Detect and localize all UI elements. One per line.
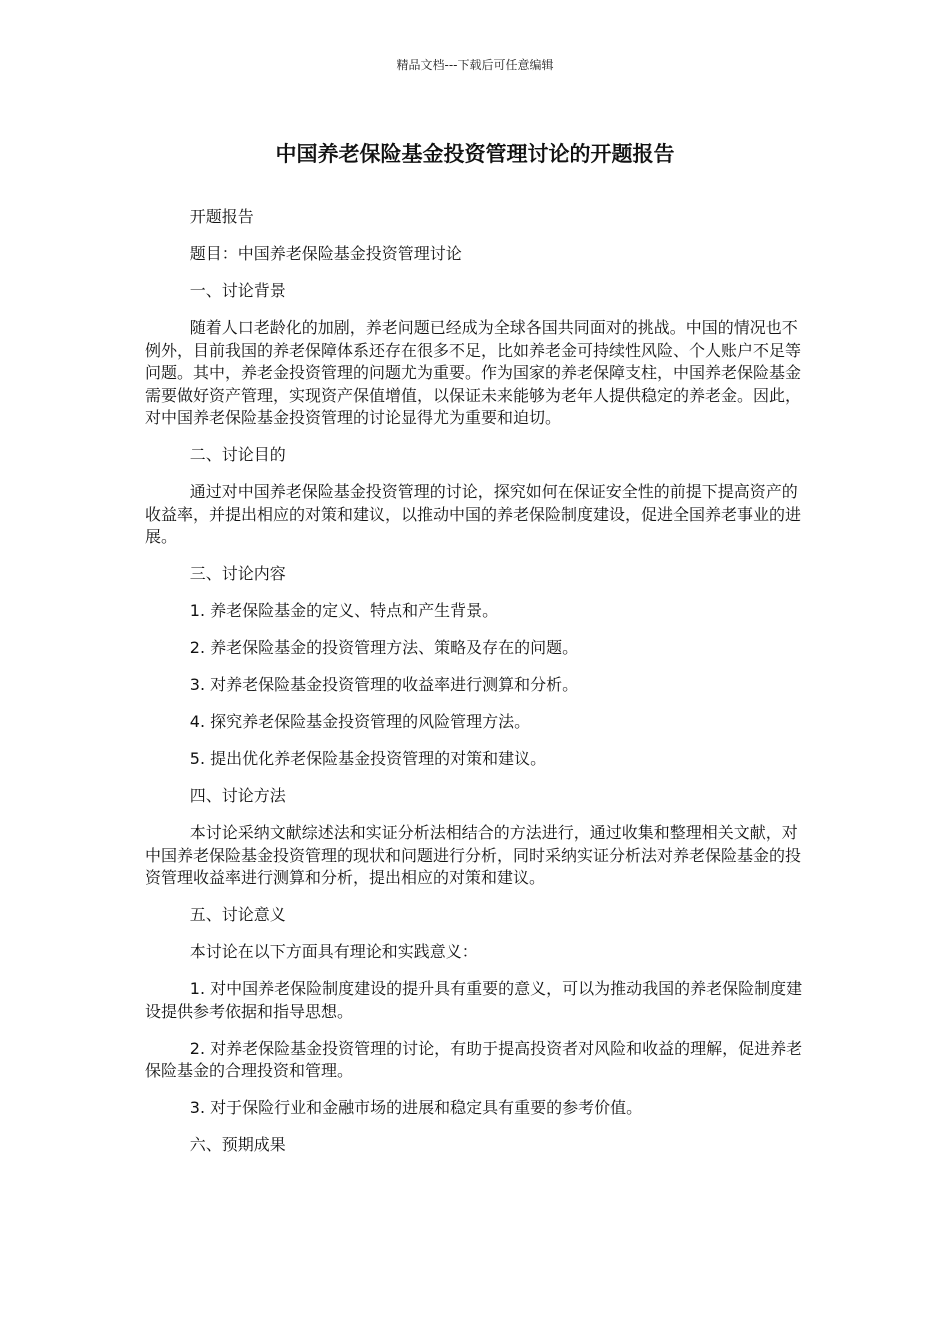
document-title: 中国养老保险基金投资管理讨论的开题报告	[275, 142, 675, 166]
list-item: 2. 对养老保险基金投资管理的讨论，有助于提高投资者对风险和收益的理解，促进养老保险基金的合理投资和管理。	[145, 1038, 803, 1080]
section-heading: 五、讨论意义	[189, 905, 286, 924]
paragraph: 通过对中国养老保险基金投资管理的讨论，探究如何在保证安全性的前提下提高资产的收益率，并提出相应的对策和建议，以推动中国的养老保险制度建设，促进全国养老事业的进展。	[145, 482, 802, 546]
list-item: 1. 养老保险基金的定义、特点和产生背景。	[189, 601, 499, 620]
section-heading: 四、讨论方法	[189, 786, 286, 805]
list-item: 5. 提出优化养老保险基金投资管理的对策和建议。	[189, 749, 547, 768]
paragraph: 本讨论在以下方面具有理论和实践意义：	[189, 942, 478, 961]
list-item: 3. 对养老保险基金投资管理的收益率进行测算和分析。	[189, 675, 579, 694]
section-heading: 二、讨论目的	[189, 445, 286, 464]
document-body	[145, 206, 805, 1171]
list-item: 2. 养老保险基金的投资管理方法、策略及存在的问题。	[189, 638, 579, 657]
paragraph: 本讨论采纳文献综述法和实证分析法相结合的方法进行，通过收集和整理相关文献，对中国养老保险基金投资管理的现状和问题进行分析，同时采纳实证分析法对养老保险基金的投资管理收益率进行测算和分析，提出相应的对策和建议。	[145, 823, 802, 887]
page-header: 精品文档---下载后可任意编辑	[396, 58, 554, 72]
paragraph: 题目：中国养老保险基金投资管理讨论	[189, 244, 462, 263]
section-heading: 一、讨论背景	[189, 281, 286, 300]
section-heading: 六、预期成果	[189, 1135, 286, 1154]
list-item: 4. 探究养老保险基金投资管理的风险管理方法。	[189, 712, 531, 731]
paragraph: 开题报告	[189, 207, 254, 226]
section-heading: 三、讨论内容	[189, 564, 286, 583]
paragraph: 随着人口老龄化的加剧，养老问题已经成为全球各国共同面对的挑战。中国的情况也不例外，目前我国的养老保障体系还存在很多不足，比如养老金可持续性风险、个人账户不足等问题。其中，养老金投资管理的问题尤为重要。作为国家的养老保障支柱，中国养老保险基金需要做好资产管理，实现资产保值增值，以保证未来能够为老年人提供稳定的养老金。因此，对中国养老保险基金投资管理的讨论显得尤为重要和迫切。	[145, 318, 802, 427]
list-item: 1. 对中国养老保险制度建设的提升具有重要的意义，可以为推动我国的养老保险制度建设提供参考依据和指导思想。	[145, 979, 803, 1021]
list-item: 3. 对于保险行业和金融市场的进展和稳定具有重要的参考价值。	[189, 1098, 643, 1117]
